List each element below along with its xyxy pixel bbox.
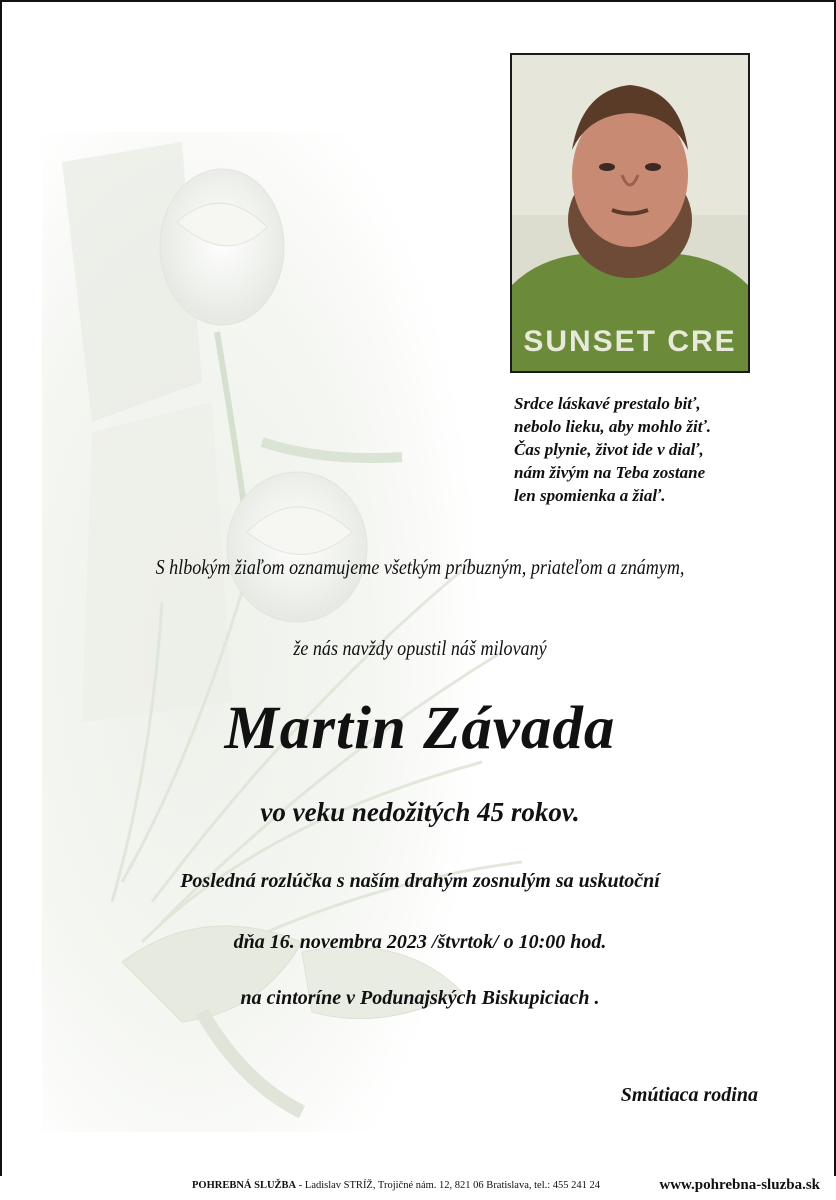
shirt-text: SUNSET CRE — [523, 325, 737, 358]
poem-line: len spomienka a žiaľ. — [514, 486, 666, 505]
funeral-date: dňa 16. novembra 2023 /štvrtok/ o 10:00 hod. — [233, 931, 607, 953]
funeral-place: na cintoríne v Podunajských Biskupiciach . — [240, 987, 600, 1009]
deceased-name: Martin Závada — [224, 695, 616, 762]
portrait-photo — [510, 53, 750, 373]
footer-website-link[interactable]: www.pohrebna-sluzba.sk — [659, 1177, 820, 1193]
age-line: vo veku nedožitých 45 rokov. — [260, 797, 580, 827]
farewell-notice: Posledná rozlúčka s naším drahým zosnulým sa uskutoční — [180, 870, 660, 892]
poem-line: nám živým na Teba zostane — [514, 463, 706, 482]
footer — [0, 1176, 836, 1200]
memorial-poem — [514, 392, 814, 507]
announcement-intro: S hlbokým žiaľom oznamujeme všetkým príbuzným, priateľom a známym, — [155, 555, 685, 579]
family-signature: Smútiaca rodina — [620, 1084, 758, 1106]
announcement-intro-continued: že nás navždy opustil náš milovaný — [293, 636, 547, 660]
footer-details: - Ladislav STRÍŽ, Trojičné nám. 12, 821 06 Bratislava, tel.: 455 241 24 — [296, 1180, 601, 1191]
poem-line: Srdce láskavé prestalo biť, — [514, 394, 701, 413]
footer-company: POHREBNÁ SLUŽBA — [192, 1180, 297, 1191]
footer-company-info — [192, 1180, 600, 1191]
poem-line: nebolo lieku, aby mohlo žiť. — [514, 417, 711, 436]
poem-line: Čas plynie, život ide v diaľ, — [514, 440, 704, 459]
